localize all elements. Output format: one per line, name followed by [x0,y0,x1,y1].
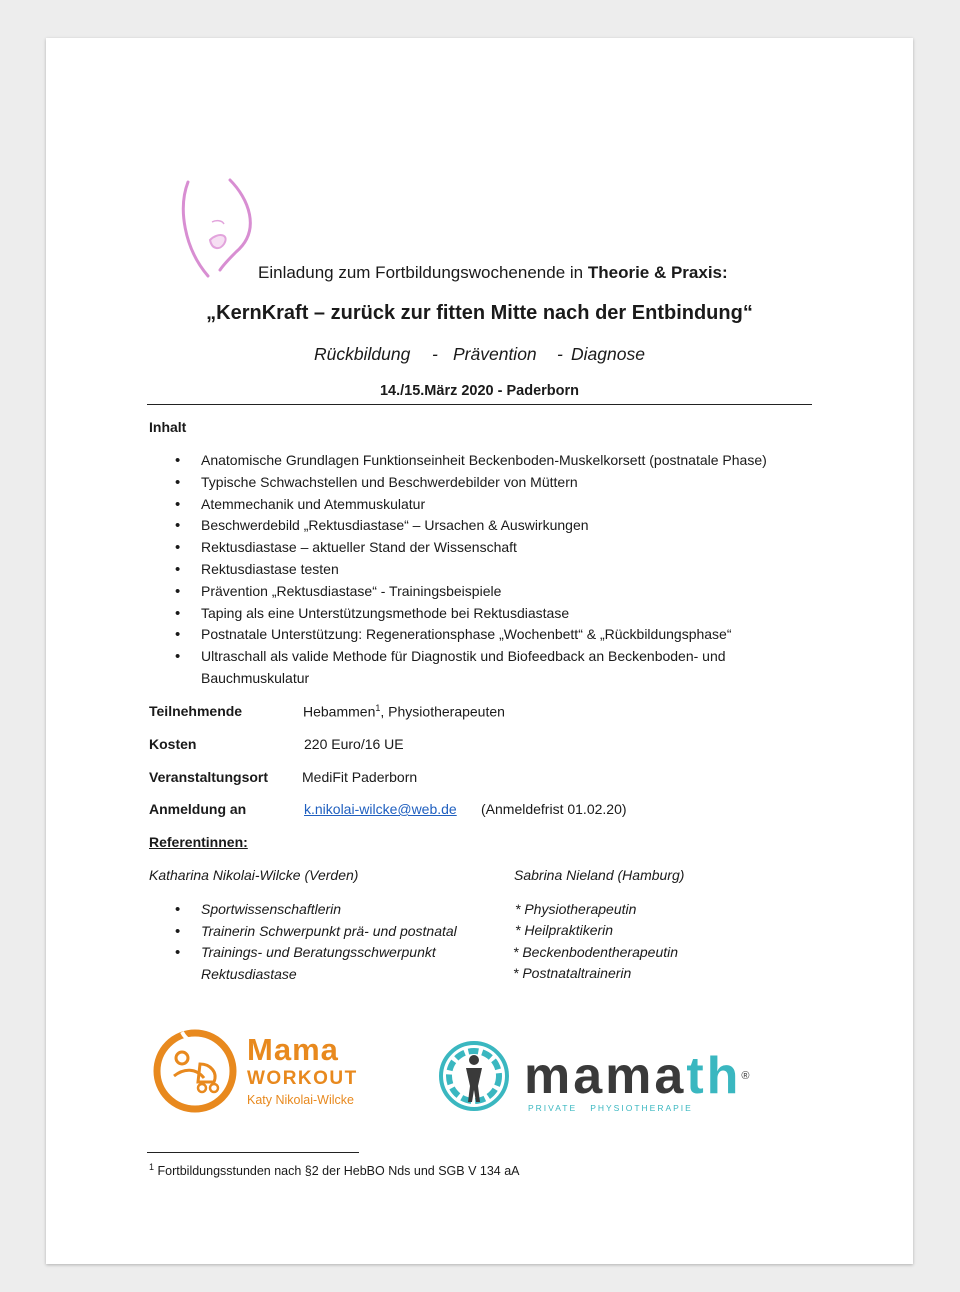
costs-label: Kosten [149,736,197,752]
list-item: * Beckenbodentherapeutin [513,944,679,960]
list-item: • Postnatale Unterstützung: Regenerationsphase „Wochenbett“ & „Rückbildungsphase“ [149,624,821,646]
subtitle-separator: - [557,344,563,364]
subtitle-rueckbildung: Rückbildung [314,344,411,364]
content-list [149,450,821,690]
speaker-2-name: Sabrina Nieland (Hamburg) [514,867,685,883]
mamath-logo-icon [436,1038,512,1118]
footnote-text: Fortbildungsstunden nach §2 der HebBO Nds und SGB V 134 aA [154,1164,520,1179]
footnote [149,1162,520,1178]
list-item: • Trainerin Schwerpunkt prä- und postnatal [149,921,501,943]
registration-email-link[interactable]: k.nikolai-wilcke@web.de [304,801,457,817]
registration-deadline: (Anmeldefrist 01.02.20) [481,801,627,817]
document-page [46,38,913,1264]
list-item: • Ultraschall als valide Methode für Diagnostik und Biofeedback an Beckenboden- und Bauchmuskulatur [149,646,781,690]
content-heading: Inhalt [149,419,187,435]
list-item: • Anatomische Grundlagen Funktionseinheit Beckenboden-Muskelkorsett (postnatale Phase) [149,450,821,472]
list-item: * Heilpraktikerin [515,922,614,938]
list-item: • Rektusdiastase testen [149,559,821,581]
mama-workout-word-workout: WORKOUT [247,1068,358,1089]
subtitle-separator: - [432,344,438,364]
list-item: • Typische Schwachstellen und Beschwerdebilder von Müttern [149,472,821,494]
list-item: • Taping als eine Unterstützungsmethode bei Rektusdiastase [149,603,821,625]
footnote-divider [147,1152,359,1153]
mama-workout-owner: Katy Nikolai-Wilcke [247,1093,354,1107]
mama-workout-logo-icon [152,1028,238,1114]
date-location: 14./15.März 2020 - Paderborn [379,383,580,399]
list-item: • Sportwissenschaftlerin [149,899,501,921]
pregnancy-figure-logo [178,178,258,280]
registered-mark: ® [741,1070,753,1082]
intro-text: Einladung zum Fortbildungswochenende in [258,263,584,282]
subtitle-diagnose: Diagnose [571,344,645,364]
list-item: * Postnataltrainerin [513,965,632,981]
mamath-wordmark [524,1048,753,1104]
venue-label: Veranstaltungsort [149,769,269,785]
subtitle-praevention: Prävention [453,344,537,364]
speaker-1-name: Katharina Nikolai-Wilcke (Verden) [149,867,359,883]
mamath-tagline: PRIVATE PHYSIOTHERAPIE [528,1103,693,1113]
list-item: • Prävention „Rektusdiastase“ - Trainingsbeispiele [149,581,821,603]
mamath-word-accent: th [686,1047,742,1105]
participants-hebammen: Hebammen [303,703,376,720]
intro-bold: Theorie & Praxis: [587,263,728,282]
header-divider [147,404,812,405]
list-item: * Physiotherapeutin [515,901,637,917]
mama-workout-word-mama: Mama [247,1032,339,1067]
list-item: • Rektusdiastase – aktueller Stand der Wissenschaft [149,537,821,559]
participants-label: Teilnehmende [149,703,243,719]
venue-value: MediFit Paderborn [302,769,418,785]
list-item: • Beschwerdebild „Rektusdiastase“ – Ursachen & Auswirkungen [149,515,821,537]
footnote-number: 1 [149,1162,155,1172]
participants-value [303,703,505,720]
mamath-word-dark: mama [524,1047,687,1105]
costs-value: 220 Euro/16 UE [304,736,404,752]
speakers-heading: Referentinnen: [149,834,248,850]
registration-label: Anmeldung an [149,801,247,817]
participants-physio: , Physiotherapeuten [380,703,505,720]
page-title: „KernKraft – zurück zur fitten Mitte nach der Entbindung“ [206,302,753,324]
list-item: • Trainings- und Beratungsschwerpunkt Rektusdiastase [149,942,461,985]
speaker-1-list [149,899,501,985]
list-item: • Atemmechanik und Atemmuskulatur [149,494,821,516]
invitation-line [258,263,728,283]
footnote-marker: 1 [375,703,381,713]
